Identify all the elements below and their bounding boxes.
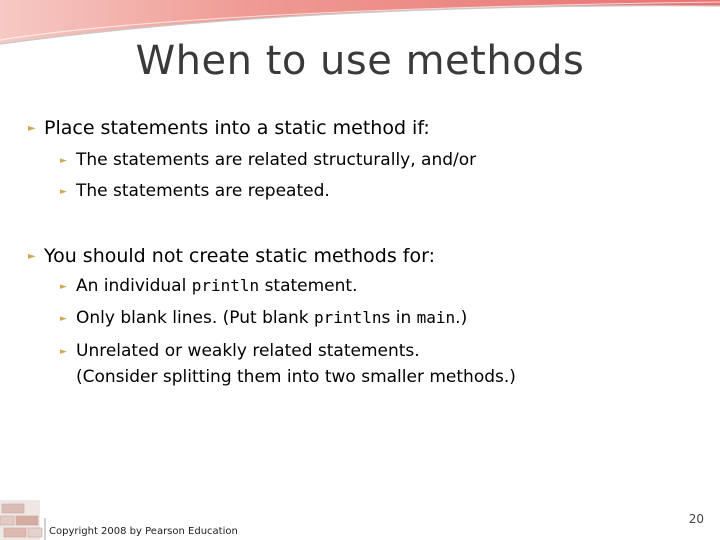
bullet-level1-should-not xyxy=(28,245,435,267)
arrowhead-bullet-icon: ► xyxy=(60,187,67,197)
arrowhead-bullet-icon: ► xyxy=(28,123,36,134)
footer-copyright: Copyright 2008 by Pearson Education xyxy=(49,526,238,537)
code-println: println xyxy=(314,308,382,327)
bullet-level2-individual-println xyxy=(60,276,358,296)
bullet-text: Unrelated or weakly related statements. xyxy=(76,341,420,361)
bullet-text: You should not create static methods for: xyxy=(44,245,435,267)
bullet-text: .) xyxy=(455,308,468,328)
bullet-level2-unrelated xyxy=(60,341,420,361)
arrowhead-bullet-icon: ► xyxy=(60,156,67,166)
bullet-text: Place statements into a static method if: xyxy=(44,117,430,139)
code-main: main xyxy=(416,308,456,327)
bullet-level1-place-statements xyxy=(28,117,430,139)
bullet-text: The statements are repeated. xyxy=(76,181,330,201)
code-println: println xyxy=(191,276,260,295)
arrowhead-bullet-icon: ► xyxy=(60,347,67,357)
bullet-level2-unrelated-continuation xyxy=(76,367,516,387)
bullet-text: The statements are related structurally, and/or xyxy=(76,150,477,170)
arrowhead-bullet-icon: ► xyxy=(60,314,67,324)
arrowhead-bullet-icon: ► xyxy=(60,282,67,292)
bullet-text: (Consider splitting them into two smaller methods.) xyxy=(76,367,516,387)
slide-title: When to use methods xyxy=(135,38,585,84)
bullet-level2-blank-lines xyxy=(60,308,467,328)
bullet-text: s in xyxy=(381,308,412,328)
bullet-level2-repeated xyxy=(60,181,330,201)
arrowhead-bullet-icon: ► xyxy=(28,251,36,262)
page-number: 20 xyxy=(688,512,704,526)
bullet-text: statement. xyxy=(264,276,358,296)
bullet-text: Only blank lines. (Put blank xyxy=(76,308,309,328)
bullet-level2-structural xyxy=(60,150,476,170)
bullet-text: An individual xyxy=(76,276,187,296)
